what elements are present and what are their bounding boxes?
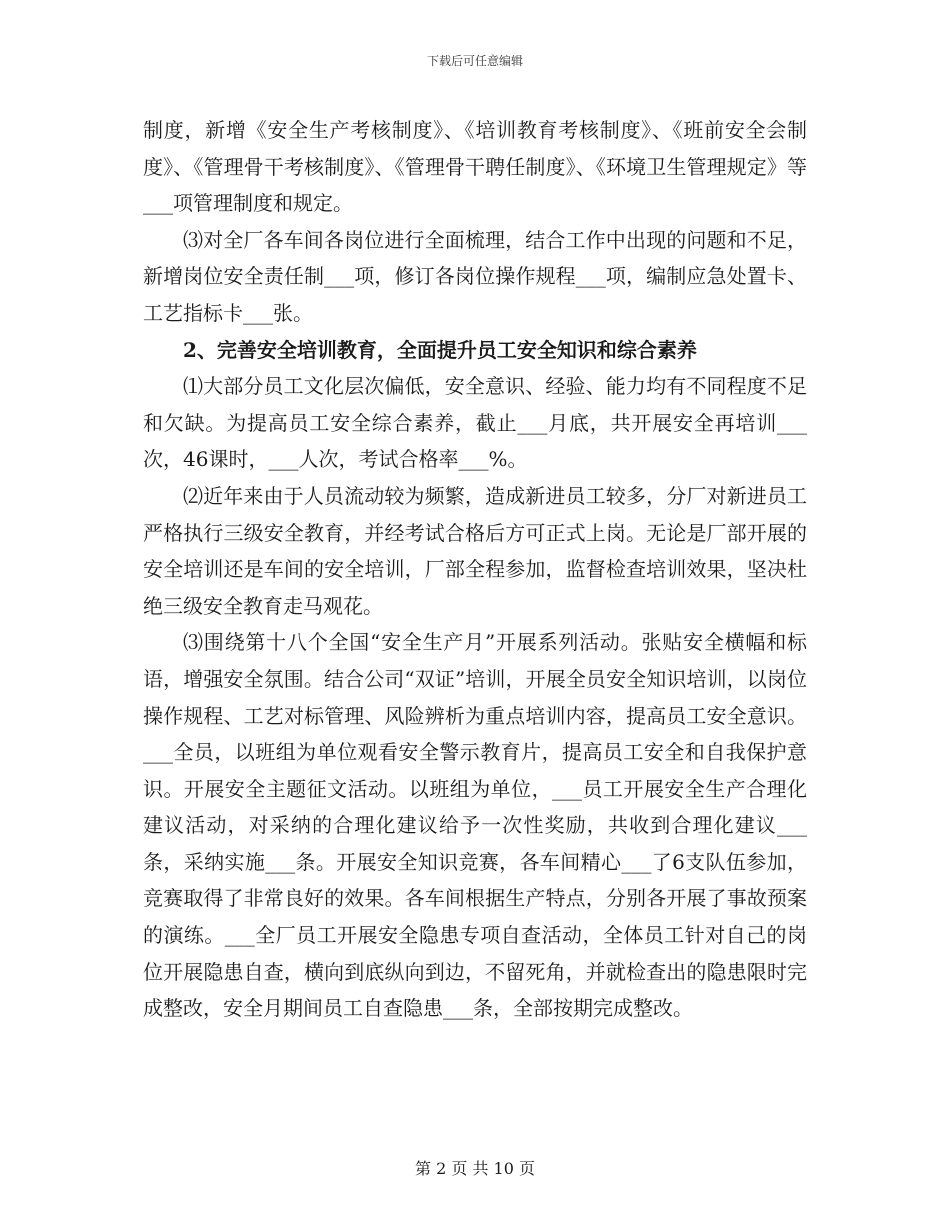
paragraph-item-3-safety-month: ⑶围绕第十八个全国“安全生产月”开展系列活动。张贴安全横幅和标语，增强安全氛围。结合公司“双证”培训，开展全员安全知识培训，以岗位操作规程、工艺对标管理、风险辨析为重点培训内容，提高员工安全意识。___全员，以班组为单位观看安全警示教育片，提高员工安全和自我保护意识。开展安全主题征文活动。以班组为单位，___员工开展安全生产合理化建议活动，对采纳的合理化建议给予一次性奖励，共收到合理化建议___条，采纳实施___条。开展安全知识竞赛，各车间精心___了6支队伍参加，竞赛取得了非常良好的效果。各车间根据生产特点，分别各开展了事故预案的演练。___全厂员工开展安全隐患专项自查活动，全体员工针对自己的岗位开展隐患自查，横向到底纵向到边，不留死角，并就检查出的隐患限时完成整改，安全月期间员工自查隐患___条，全部按期完成整改。: [143, 630, 807, 1021]
section-heading-training: 2、完善安全培训教育，全面提升员工安全知识和综合素养: [183, 337, 697, 362]
document-body: [143, 112, 807, 1027]
page-number: 第 2 页 共 10 页: [415, 1159, 535, 1178]
paragraph-item-3-review: ⑶对全厂各车间各岗位进行全面梳理，结合工作中出现的问题和不足，新增岗位安全责任制___项，修订各岗位操作规程___项，编制应急处置卡、工艺指标卡___张。: [143, 227, 807, 325]
paragraph-continued-regulations: 制度，新增《安全生产考核制度》、《培训教育考核制度》、《班前安全会制度》、《管理骨干考核制度》、《管理骨干聘任制度》、《环境卫生管理规定》等___项管理制度和规定。: [143, 118, 807, 216]
paragraph-item-1-retraining: ⑴大部分员工文化层次偏低，安全意识、经验、能力均有不同程度不足和欠缺。为提高员工安全综合素养，截止___月底，共开展安全再培训___次，46课时，___人次，考试合格率___%。: [143, 374, 807, 472]
page-header-note: 下载后可任意编辑: [426, 54, 523, 68]
paragraph-item-2-new-staff: ⑵近年来由于人员流动较为频繁，造成新进员工较多，分厂对新进员工严格执行三级安全教育，并经考试合格后方可正式上岗。无论是厂部开展的安全培训还是车间的安全培训，厂部全程参加，监督检查培训效果，坚决杜绝三级安全教育走马观花。: [143, 483, 807, 618]
